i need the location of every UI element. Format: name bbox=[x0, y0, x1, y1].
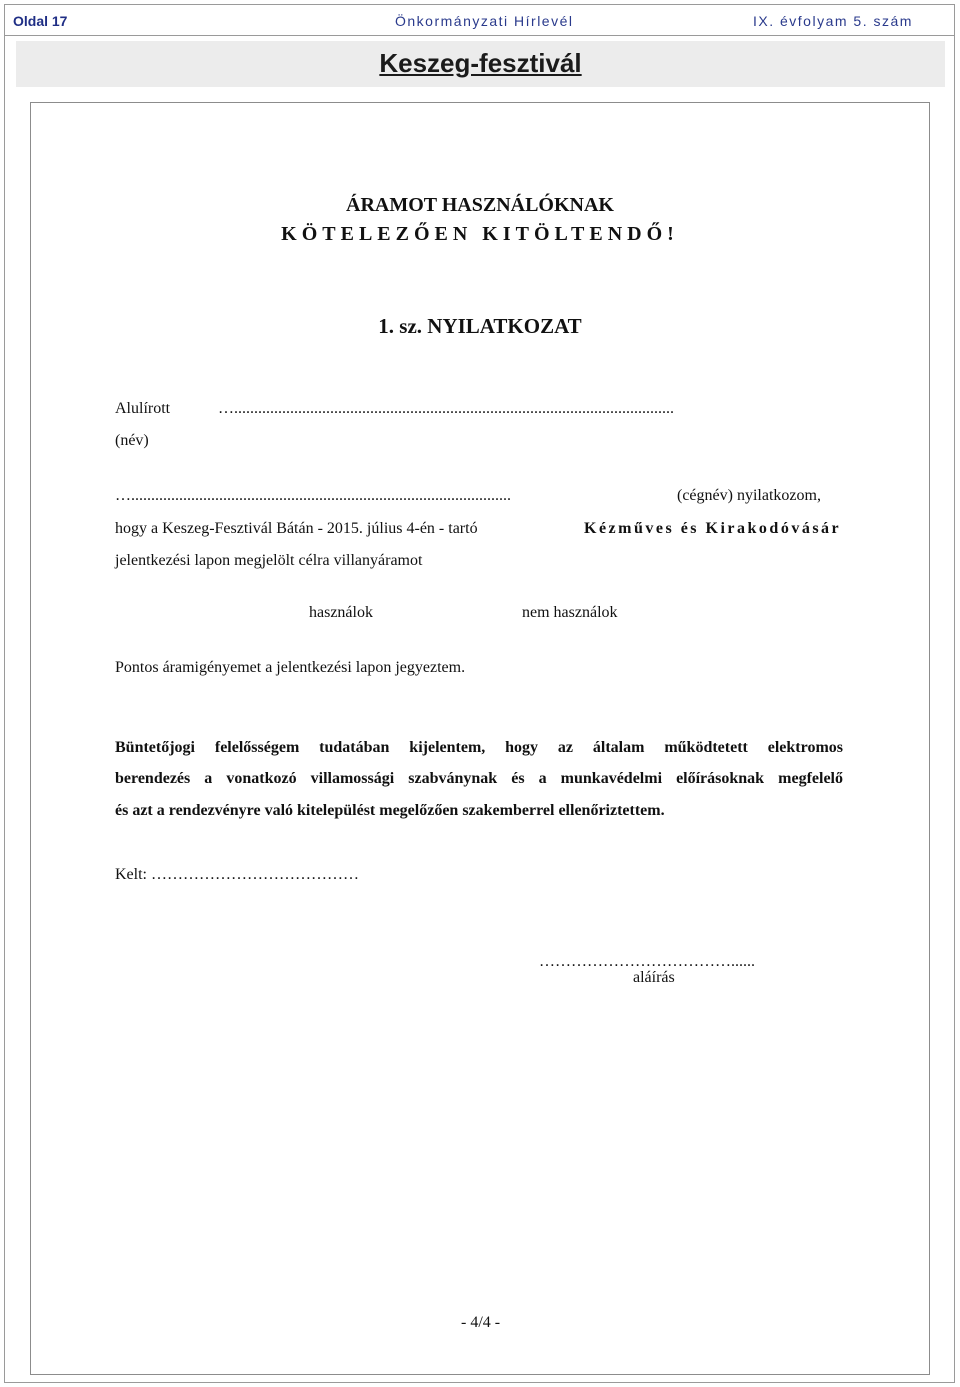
signature-label: aláírás bbox=[633, 969, 675, 986]
declaration-line3: jelentkezési lapon megjelölt célra villanyáramot bbox=[115, 552, 423, 569]
declaration-line2-text: hogy a Keszeg-Fesztivál Bátán - 2015. július 4-én - tartó bbox=[115, 520, 478, 537]
requirement-note: Pontos áramigényemet a jelentkezési lapon jegyeztem. bbox=[115, 659, 466, 676]
date-field[interactable]: Kelt: ………………………………… bbox=[115, 866, 359, 883]
volume-label: IX. évfolyam 5. szám bbox=[753, 13, 913, 29]
company-suffix: (cégnév) nyilatkozom, bbox=[677, 487, 821, 504]
section-title: Keszeg-fesztivál bbox=[379, 48, 582, 78]
undersigned-label: Alulírott bbox=[115, 400, 171, 417]
form-heading-line2: KÖTELEZŐEN KITÖLTENDŐ! bbox=[281, 223, 679, 245]
declaration-title: 1. sz. NYILATKOZAT bbox=[378, 314, 582, 338]
page-header bbox=[5, 6, 954, 36]
page-number-label: Oldal 17 bbox=[13, 13, 68, 29]
form-heading-line1: ÁRAMOT HASZNÁLÓKNAK bbox=[346, 194, 614, 216]
option-not-use[interactable]: nem használok bbox=[522, 604, 618, 621]
liability-line2: berendezés a vonatkozó villamossági szabványnak és a munkavédelmi előírásoknak megfelelő bbox=[115, 770, 843, 787]
declaration-line2 bbox=[115, 520, 478, 538]
liability-line1: Büntetőjogi felelősségem tudatában kijelentem, hogy az általam működtetett elektromos bbox=[115, 739, 843, 756]
company-name-field[interactable]: …............................................................................................... bbox=[115, 487, 511, 504]
signature-field[interactable]: ………………………………...... bbox=[539, 953, 755, 970]
event-name: Kézműves és Kirakodóvásár bbox=[584, 520, 842, 537]
option-use[interactable]: használok bbox=[309, 604, 373, 621]
name-field[interactable]: ….............................................................................................................. bbox=[218, 400, 674, 417]
publication-name: Önkormányzati Hírlevél bbox=[395, 13, 574, 29]
section-title-band bbox=[16, 41, 945, 87]
name-label: (név) bbox=[115, 432, 149, 449]
footer-page-number: - 4/4 - bbox=[461, 1314, 501, 1331]
liability-line3: és azt a rendezvényre való kitelepülést megelőzően szakemberrel ellenőriztettem. bbox=[115, 802, 665, 819]
